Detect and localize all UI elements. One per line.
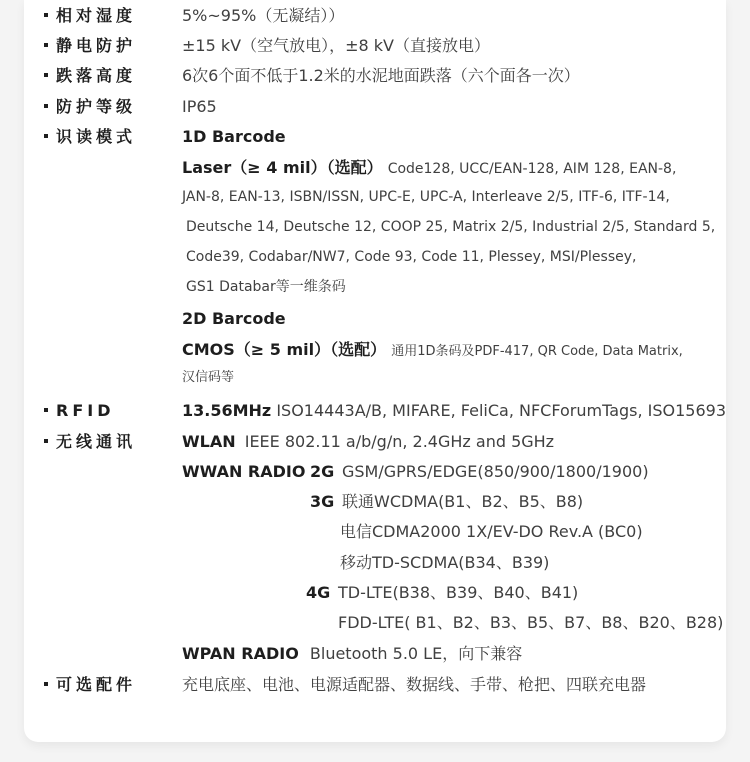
rfid-frequency: 13.56MHz [182, 401, 272, 420]
rfid-standards: ISO14443A/B, MIFARE, FeliCa, NFCForumTags, ISO15693 [276, 401, 727, 420]
spec-label-drop: 跌落高度 [44, 68, 136, 84]
wwan-4g-value-2: FDD-LTE( B1、B2、B3、B5、B7、B8、B20、B28) [338, 613, 724, 632]
cmos-title: CMOS（≥ 5 mil）（选配） [182, 340, 387, 359]
bullet [44, 73, 48, 77]
wwan-4g-value-1: TD-LTE(B38、B39、B40、B41) [338, 583, 579, 602]
spec-label-rfid: RFID [44, 403, 114, 419]
wwan-3g-value-2: 电信CDMA2000 1X/EV-DO Rev.A (BC0) [340, 522, 643, 541]
cmos-codes-1: 通用1D条码及PDF-417, QR Code, Data Matrix, [391, 344, 683, 359]
wwan-2g-value: GSM/GPRS/EDGE(850/900/1800/1900) [342, 462, 649, 481]
laser-codes-5: GS1 Databar等一维条码 [186, 279, 346, 295]
laser-codes-2: JAN-8, EAN-13, ISBN/ISSN, UPC-E, UPC-A, Interleave 2/5, ITF-6, ITF-14, [182, 189, 670, 205]
cmos-codes-2: 汉信码等 [182, 370, 235, 385]
wpan-value: Bluetooth 5.0 LE，向下兼容 [309, 644, 523, 663]
bullet [44, 439, 48, 443]
laser-codes-3: Deutsche 14, Deutsche 12, COOP 25, Matrix 2/5, Industrial 2/5, Standard 5, [186, 219, 716, 235]
laser-title: Laser（≥ 4 mil）（选配） [182, 158, 383, 177]
spec-label-scan: 识读模式 [44, 129, 136, 145]
spec-label-accessories: 可选配件 [44, 677, 136, 693]
spec-value-esd: ±15 kV（空气放电），±8 kV（直接放电） [182, 36, 490, 55]
bullet [44, 134, 48, 138]
spec-label-esd: 静电防护 [44, 38, 136, 54]
wwan-label: WWAN RADIO [182, 462, 306, 481]
bullet [44, 682, 48, 686]
cmos-line [182, 342, 683, 358]
wlan-label: WLAN [182, 432, 236, 451]
wwan-4g-label: 4G [306, 583, 331, 602]
wwan-2g-label: 2G [310, 462, 335, 481]
laser-codes-1: Code128, UCC/EAN-128, AIM 128, EAN-8, [387, 161, 677, 177]
bullet [44, 43, 48, 47]
bullet [44, 13, 48, 17]
wlan-line [182, 434, 554, 450]
wpan-line [182, 646, 522, 662]
laser-line [182, 160, 676, 176]
wpan-label: WPAN RADIO [182, 644, 299, 663]
spec-value-drop: 6次6个面不低于1.2米的水泥地面跌落（六个面各一次） [182, 66, 580, 85]
wwan-3g-value-1: 联通WCDMA(B1、B2、B5、B8) [342, 492, 584, 511]
heading-2d-barcode: 2D Barcode [182, 309, 286, 328]
spec-value-protection: IP65 [182, 97, 217, 116]
wwan-3g-label: 3G [310, 492, 335, 511]
laser-codes-4: Code39, Codabar/NW7, Code 93, Code 11, Plessey, MSI/Plessey, [186, 249, 637, 265]
spec-value-humidity: 5%~95%（无凝结）） [182, 6, 345, 25]
heading-1d-barcode: 1D Barcode [182, 127, 286, 146]
bullet [44, 408, 48, 412]
spec-label-protection: 防护等级 [44, 99, 136, 115]
wlan-value: IEEE 802.11 a/b/g/n, 2.4GHz and 5GHz [244, 432, 555, 451]
spec-value-rfid [182, 403, 726, 419]
spec-label-humidity: 相对湿度 [44, 8, 136, 24]
wwan-3g-value-3: 移动TD-SCDMA(B34、B39) [340, 553, 550, 572]
spec-value-accessories: 充电底座、电池、电源适配器、数据线、手带、枪把、四联充电器 [182, 675, 647, 694]
spec-label-wireless: 无线通讯 [44, 434, 136, 450]
bullet [44, 104, 48, 108]
